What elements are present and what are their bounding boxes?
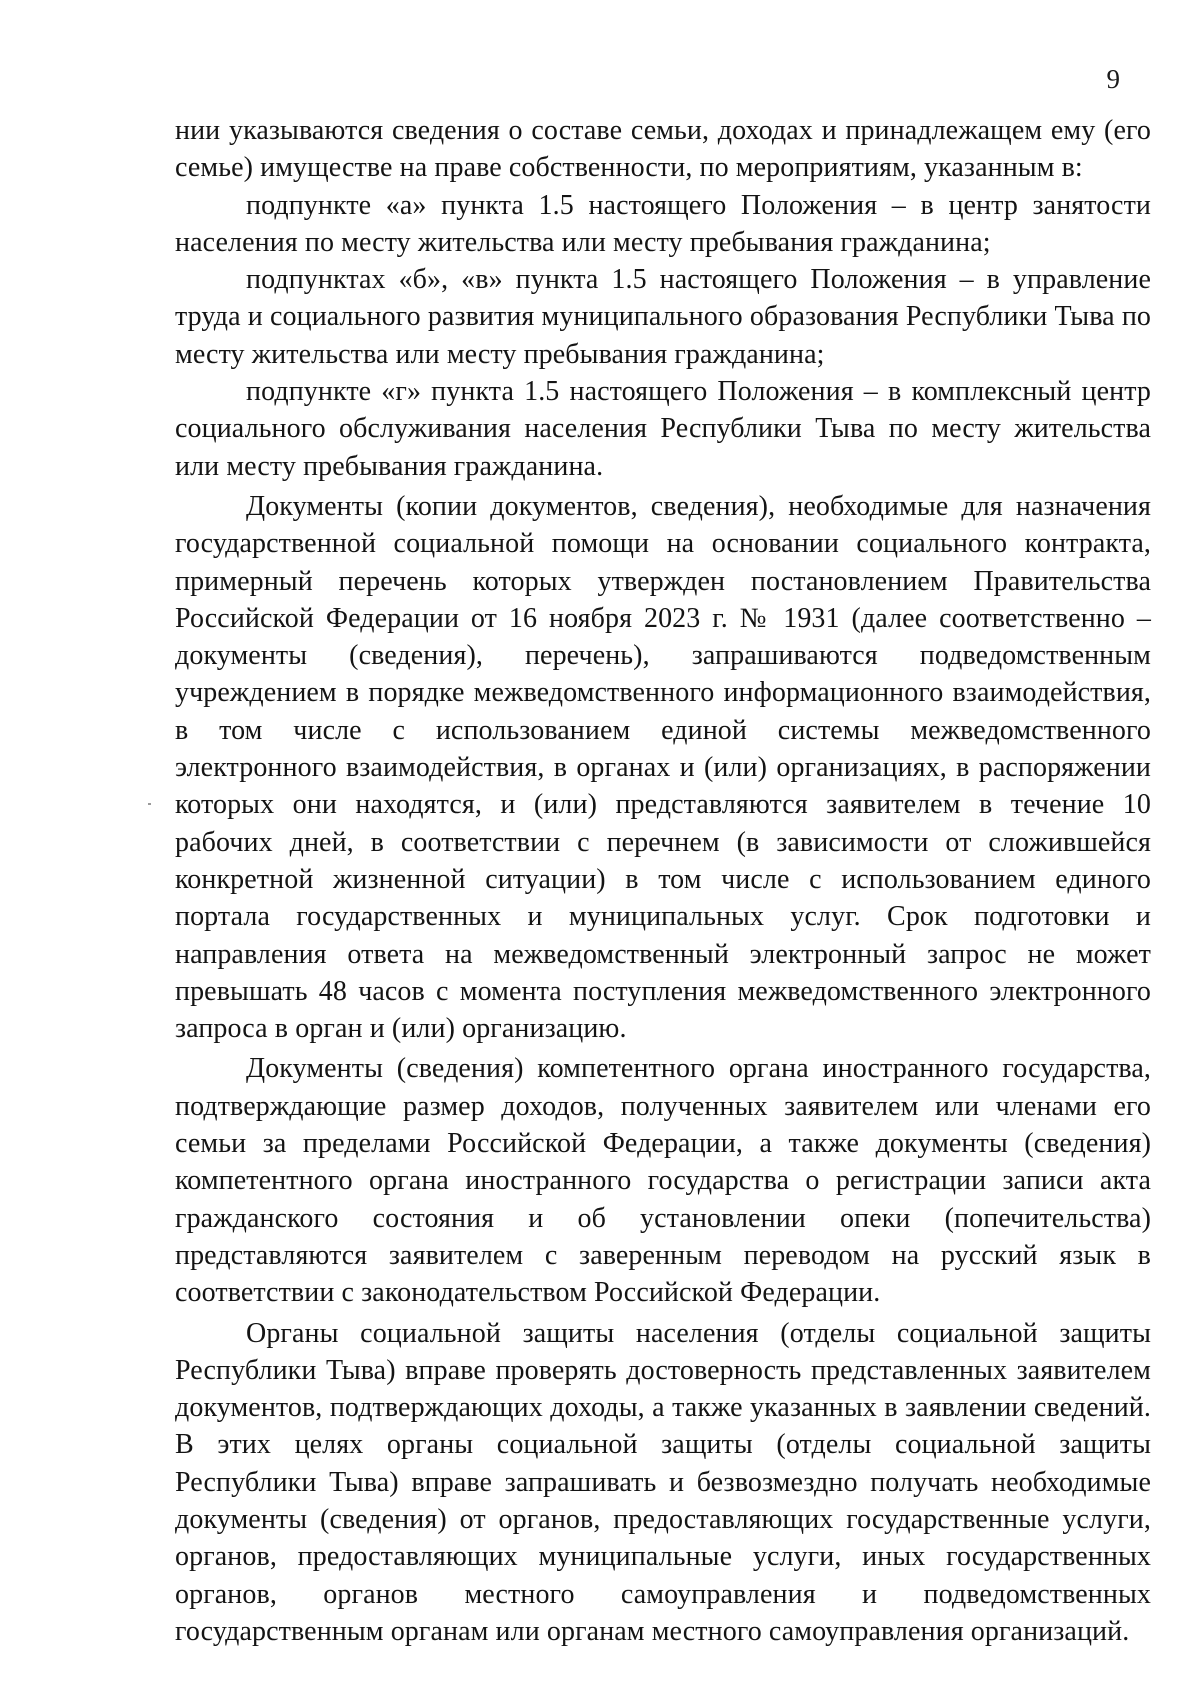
paragraph-foreign-documents: Документы (сведения) компетентного органа иностранного государства, подтверждающие размер доходов, полученных заявителем или членами его семьи за пределами Российской Федерации, а также документы (сведения) компетентного органа иностранного государства о регистрации записи акта гражданского состояния и об установлении опеки (попечительства) представляются заявителем с заверенным переводом на русский язык в соответствии с законодательством Российской Федерации. xyxy=(175,1053,1151,1309)
margin-mark xyxy=(148,803,151,805)
page-number: 9 xyxy=(1106,64,1120,94)
paragraph-documents: Документы (копии документов, сведения), необходимые для назначения государственной социальной помощи на основании социального контракта, примерный перечень которых утвержден постановлением Правительства Российской Федерации от 16 ноября 2023 г. № 1931 (далее соответственно – документы (сведения), перечень), запрашиваются подведомственным учреждением в порядке межведомственного информационного взаимодействия, в том числе с использованием единой системы межведомственного электронного взаимодействия, в органах и (или) организациях, в распоряжении которых они находятся, и (или) представляются заявителем в течение 10 рабочих дней, в соответствии с перечнем (в зависимости от сложившейся конкретной жизненной ситуации) в том числе с использованием единого портала государственных и муниципальных услуг. Срок подготовки и направления ответа на межведомственный электронный запрос не может превышать 48 часов с момента поступления межведомственного электронного запроса в орган и (или) организацию. xyxy=(175,490,1151,1045)
paragraph-subitem-g: подпункте «г» пункта 1.5 настоящего Положения – в комплексный центр социального обслуживания населения Республики Тыва по месту жительства или месту пребывания гражданина. xyxy=(175,376,1151,482)
paragraph-continuation: нии указываются сведения о составе семьи, доходах и принадлежащем ему (его семье) имуществе на праве собственности, по мероприятиям, указанным в: xyxy=(175,115,1151,184)
paragraph-subitem-b-v: подпунктах «б», «в» пункта 1.5 настоящего Положения – в управление труда и социального развития муниципального образования Республики Тыва по месту жительства или месту пребывания гражданина; xyxy=(175,264,1151,370)
document-body xyxy=(175,112,1151,1650)
paragraph-social-protection: Органы социальной защиты населения (отделы социальной защиты Республики Тыва) вправе проверять достоверность представленных заявителем документов, подтверждающих доходы, а также указанных в заявлении сведений. В этих целях органы социальной защиты (отделы социальной защиты Республики Тыва) вправе запрашивать и безвозмездно получать необходимые документы (сведения) от органов, предоставляющих государственные услуги, органов, предоставляющих муниципальные услуги, иных государственных органов, органов местного самоуправления и подведомственных государственным органам или органам местного самоуправления организаций. xyxy=(175,1317,1151,1647)
paragraph-subitem-a: подпункте «а» пункта 1.5 настоящего Положения – в центр занятости населения по месту жительства или месту пребывания гражданина; xyxy=(175,189,1151,258)
